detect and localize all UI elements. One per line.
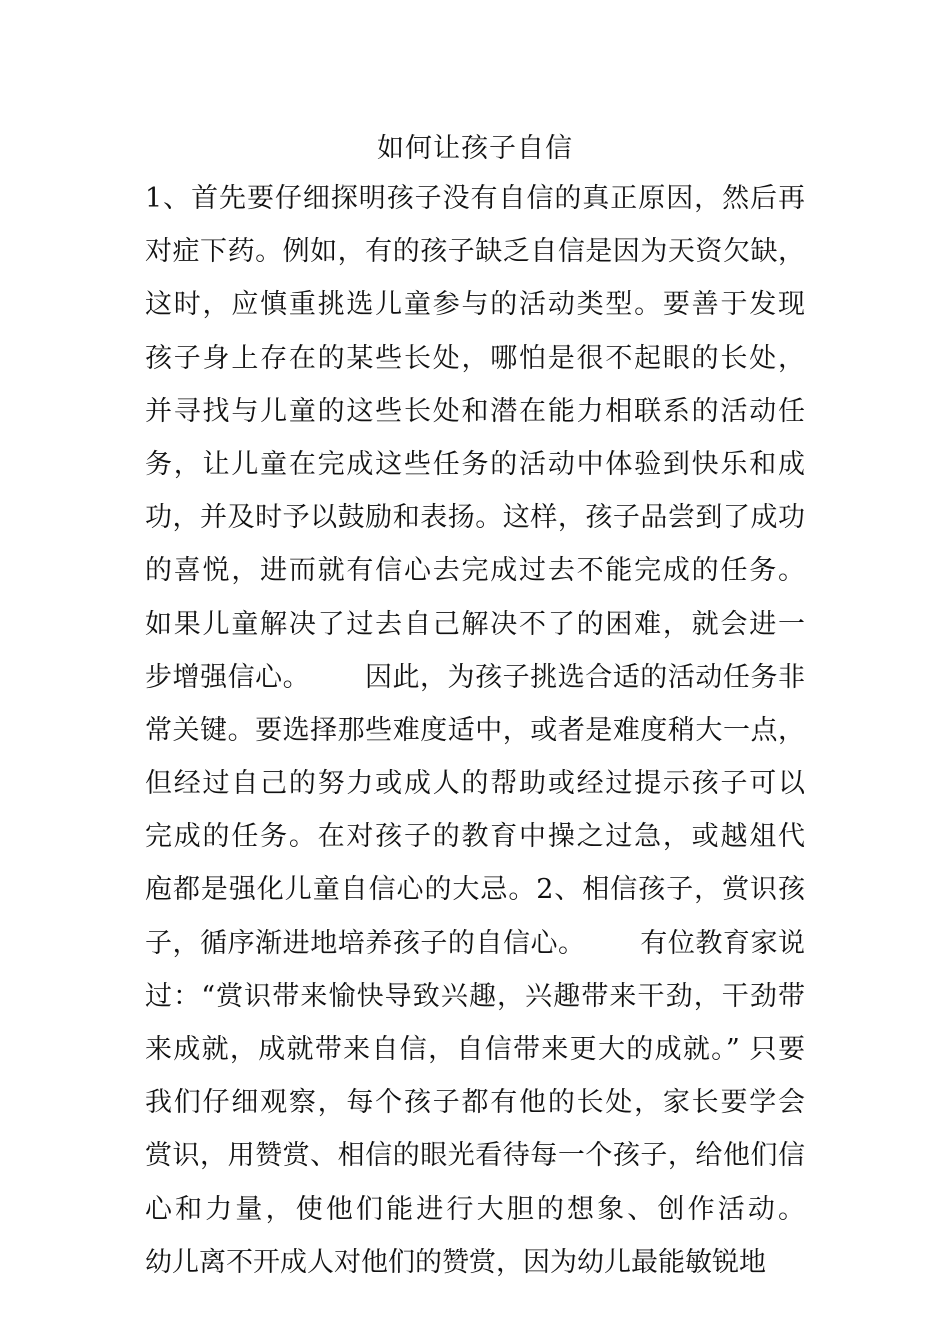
body-line: 幼儿离不开成人对他们的赞赏，因为幼儿最能敏锐地	[145, 1246, 766, 1278]
body-line: 对症下药。例如，有的孩子缺乏自信是因为天资欠缺，	[145, 236, 805, 268]
body-line: 庖都是强化儿童自信心的大忌。2、相信孩子，赏识孩	[145, 874, 805, 906]
body-line: 完成的任务。在对孩子的教育中操之过急，或越俎代	[145, 821, 805, 853]
body-line: 如果儿童解决了过去自己解决不了的困难，就会进一	[145, 608, 805, 640]
body-line: 的喜悦，进而就有信心去完成过去不能完成的任务。	[145, 555, 805, 587]
body-line: 子，循序渐进地培养孩子的自信心。 有位教育家说	[145, 927, 805, 959]
body-line: 但经过自己的努力或成人的帮助或经过提示孩子可以	[145, 768, 805, 800]
body-line: 常关键。要选择那些难度适中，或者是难度稍大一点，	[145, 714, 805, 746]
body-line: 步增强信心。 因此，为孩子挑选合适的活动任务非	[145, 661, 805, 693]
body-line: 心和力量，使他们能进行大胆的想象、创作活动。	[145, 1193, 805, 1225]
document-title: 如何让孩子自信	[377, 133, 573, 164]
body-line: 并寻找与儿童的这些长处和潜在能力相联系的活动任	[145, 395, 805, 427]
body-line: 孩子身上存在的某些长处，哪怕是很不起眼的长处，	[145, 342, 805, 374]
body-line: 赏识，用赞赏、相信的眼光看待每一个孩子，给他们信	[145, 1140, 805, 1172]
body-line: 过：“赏识带来愉快导致兴趣，兴趣带来干劲，干劲带	[145, 980, 805, 1012]
body-line: 这时，应慎重挑选儿童参与的活动类型。要善于发现	[145, 289, 805, 321]
body-line: 务，让儿童在完成这些任务的活动中体验到快乐和成	[145, 448, 805, 480]
body-line: 我们仔细观察，每个孩子都有他的长处，家长要学会	[145, 1087, 805, 1119]
body-line: 功，并及时予以鼓励和表扬。这样，孩子品尝到了成功	[145, 502, 805, 534]
document-body	[145, 172, 805, 1289]
body-line: 来成就，成就带来自信，自信带来更大的成就。” 只要	[145, 1034, 805, 1065]
body-line: 1、首先要仔细探明孩子没有自信的真正原因，然后再	[145, 183, 805, 214]
